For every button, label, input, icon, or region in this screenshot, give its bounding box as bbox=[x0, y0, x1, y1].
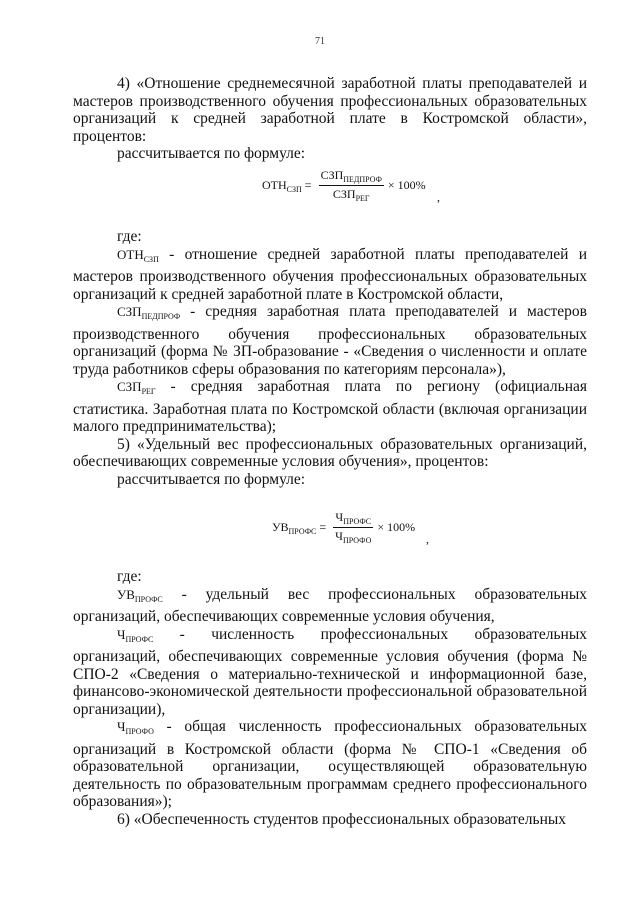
definitions-block-1 bbox=[73, 228, 587, 488]
where-label-2: где: bbox=[117, 568, 142, 585]
item-4-calc-label: рассчитывается по формуле: bbox=[117, 145, 306, 162]
definition-szp-reg: $СЗП_{РЕГ}$ - средняя заработная плата по региону (официальная статистика. Заработная плата по Костромской области (включая организации малого предпринимательства); bbox=[73, 378, 587, 435]
formula-otn bbox=[262, 168, 426, 203]
formula-uv-denominator: $Ч_{ПРОФО}$ bbox=[335, 529, 372, 545]
page-number: 71 bbox=[315, 36, 325, 47]
formula-uv-lhs: $УВ_{ПРОФС}$ bbox=[272, 519, 317, 536]
definition-szp-pedprof-term: $СЗП_{ПЕДПРОФ}$ bbox=[117, 304, 181, 321]
formula-otn-comma: , bbox=[437, 190, 440, 204]
item-5-calc-label: рассчитывается по формуле: bbox=[117, 470, 306, 488]
definition-otn-term: $ОТН_{СЗП}$ bbox=[117, 246, 159, 264]
definition-uv-profs: $УВ_{ПРОФС}$ - удельный вес профессиональных образовательных организаций, обеспечивающих современные условия обучения, bbox=[73, 585, 587, 625]
where-label-1: где: bbox=[117, 228, 142, 245]
definition-ch-profs-term: $Ч_{ПРОФС}$ bbox=[117, 626, 154, 644]
formula-otn-denominator: $СЗП_{РЕГ}$ bbox=[332, 187, 370, 203]
formula-uv-multiplier: × 100% bbox=[377, 520, 416, 534]
item-5-heading: 5) «Удельный вес профессиональных образовательных организаций, обеспечивающих современные условия обучения», процентов: bbox=[73, 435, 587, 470]
item-4-block bbox=[73, 75, 587, 163]
definition-ch-profo-term: $Ч_{ПРОФО}$ bbox=[117, 719, 154, 736]
formula-otn-lhs: $ОТН_{СЗП}$ bbox=[262, 177, 302, 194]
formula-otn-fraction bbox=[319, 168, 384, 203]
definition-uv-profs-term: $УВ_{ПРОФС}$ bbox=[117, 586, 163, 604]
definition-ch-profs: $Ч_{ПРОФС}$ - численность профессиональных образовательных организаций, обеспечивающих современные условия обучения (форма № СПО-2 «Сведения о материально-технической и информационной базе, финансово-экономической деятельности профессиональной образовательной организации), bbox=[73, 625, 587, 718]
definition-ch-profo: $Ч_{ПРОФО}$ - общая численность профессиональных образовательных организаций в Костромской области (форма № СПО-1 «Сведения об образовательной организации, осуществляющей образовательную деятельность по образовательным программам среднего профессионального образования»); bbox=[73, 718, 587, 810]
definitions-block-2 bbox=[73, 568, 587, 828]
formula-uv-comma: , bbox=[426, 532, 429, 546]
formula-otn-eq: = bbox=[304, 178, 312, 192]
formula-otn-numerator: $СЗП_{ПЕДПРОФ}$ bbox=[320, 168, 382, 184]
item-4-heading: 4) «Отношение среднемесячной заработной платы преподавателей и мастеров производственного обучения профессиональных образовательных организаций к средней заработной плате в Костромской области», процентов: bbox=[73, 75, 587, 145]
definition-szp-reg-term: $СЗП_{РЕГ}$ bbox=[117, 379, 156, 396]
definition-szp-pedprof: $СЗП_{ПЕДПРОФ}$ - средняя заработная плата преподавателей и мастеров производственного обучения профессиональных образовательных организаций (форма № ЗП-образование - «Сведения о численности и оплате труда работников сферы образования по категориям персонала»), bbox=[73, 303, 587, 378]
formula-uv-eq: = bbox=[319, 520, 327, 534]
formula-uv-fraction bbox=[333, 510, 373, 545]
formula-otn-multiplier: × 100% bbox=[387, 178, 426, 192]
formula-uv bbox=[272, 510, 415, 545]
definition-otn: $ОТН_{СЗП}$ - отношение средней заработной платы преподавателей и мастеров производственного обучения профессиональных образовательных организаций к средней заработной плате в Костромской области, bbox=[73, 245, 587, 303]
item-6-heading: 6) «Обеспеченность студентов профессиональных образовательных bbox=[117, 810, 567, 828]
formula-uv-numerator: $Ч_{ПРОФС}$ bbox=[335, 510, 372, 526]
